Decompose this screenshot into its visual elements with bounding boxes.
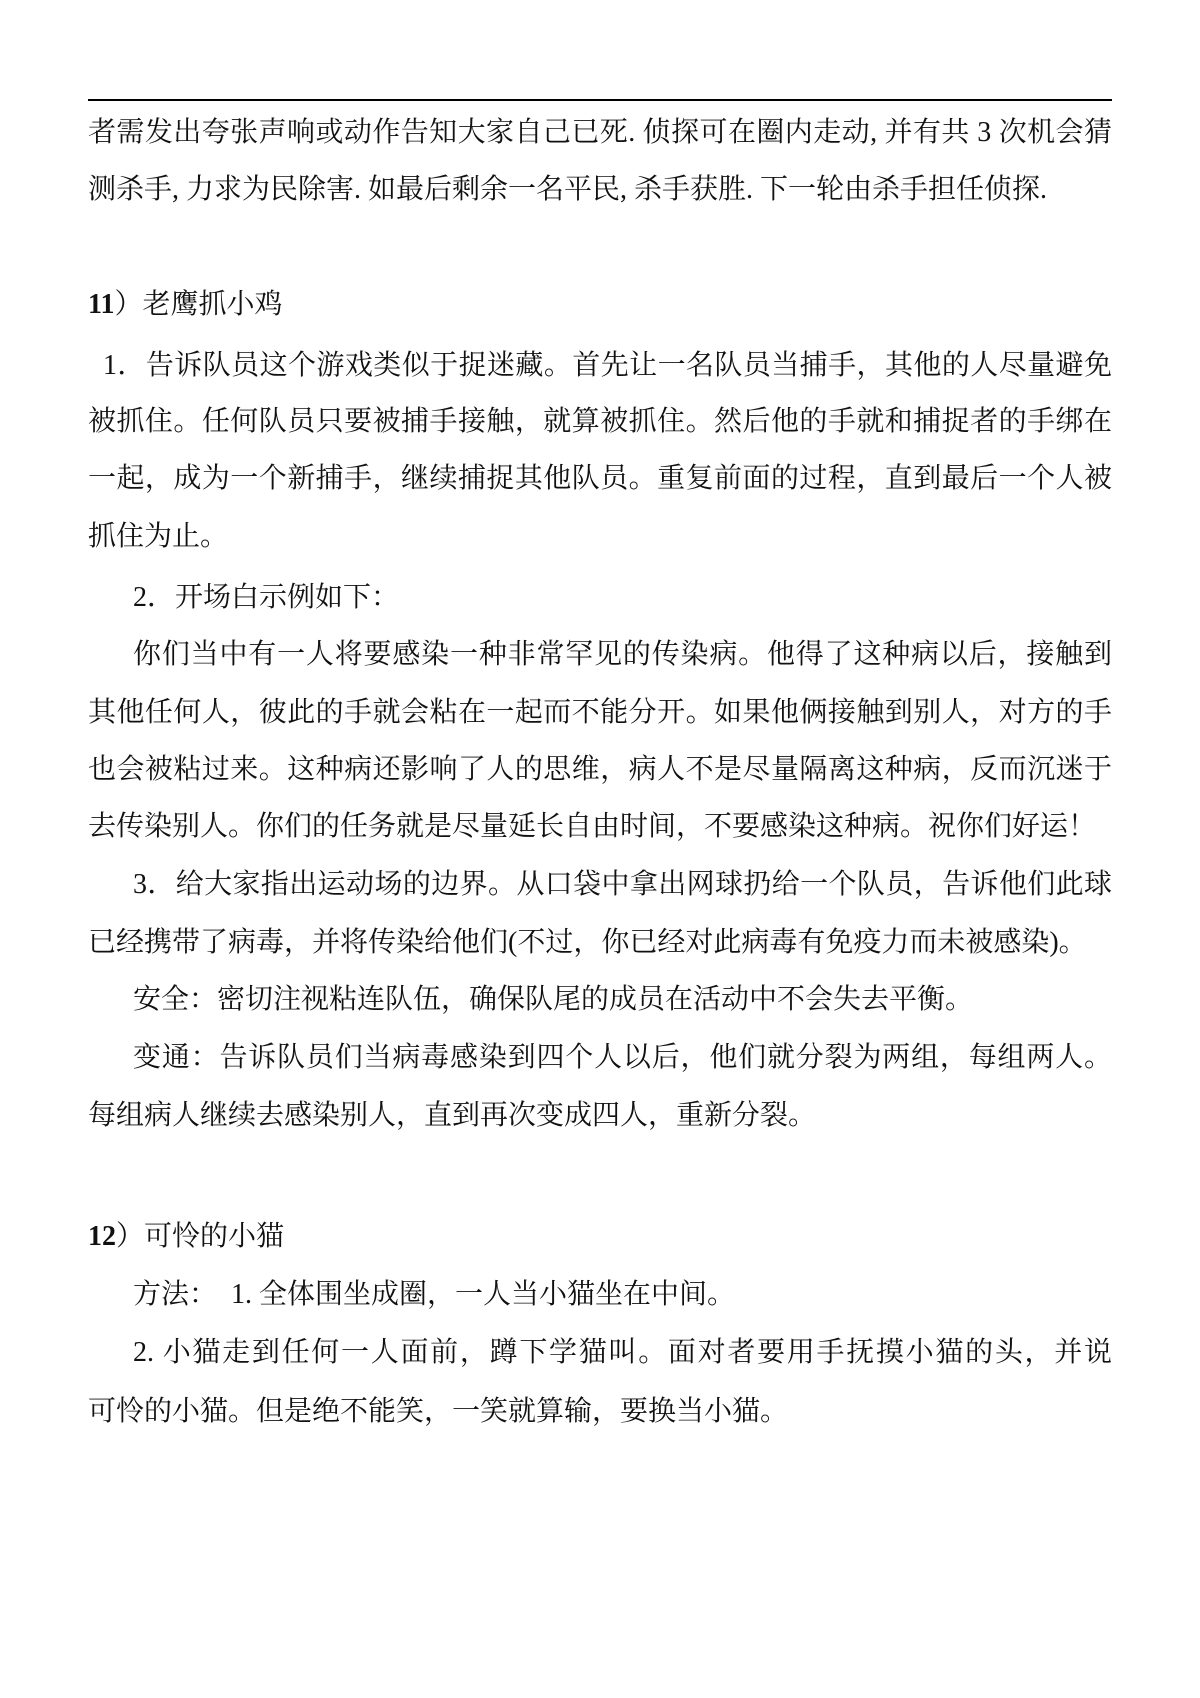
section-heading — [88, 285, 1112, 325]
text-line: 被抓住。任何队员只要被捕手接触，就算被抓住。然后他的手就和捕捉者的手绑在 — [88, 406, 1112, 437]
text-line: 1．告诉队员这个游戏类似于捉迷藏。首先让一名队员当捕手，其他的人尽量避免 — [103, 350, 1112, 381]
text-line: 每组病人继续去感染别人，直到再次变成四人，重新分裂。 — [88, 1100, 817, 1131]
text-line: 抓住为止。 — [88, 521, 229, 552]
text-line: 测杀手, 力求为民除害. 如最后剩余一名平民, 杀手获胜. 下一轮由杀手担任侦探. — [88, 174, 1048, 205]
text-line: 去传染别人。你们的任务就是尽量延长自由时间，不要感染这种病。祝你们好运！ — [88, 811, 1097, 842]
text-line: 安全：密切注视粘连队伍，确保队尾的成员在活动中不会失去平衡。 — [133, 984, 974, 1015]
text-line: 3．给大家指出运动场的边界。从口袋中拿出网球扔给一个队员，告诉他们此球 — [133, 869, 1112, 900]
section-heading — [88, 1217, 1112, 1257]
text-line: 方法： 1. 全体围坐成圈，一人当小猫坐在中间。 — [133, 1279, 736, 1310]
section-title: ）老鹰抓小鸡 — [114, 289, 283, 320]
text-line: 已经携带了病毒，并将传染给他们(不过，你已经对此病毒有免疫力而未被感染)。 — [88, 927, 1087, 958]
text-line: 也会被粘过来。这种病还影响了人的思维，病人不是尽量隔离这种病，反而沉迷于 — [88, 754, 1112, 785]
section-number: 11 — [88, 289, 115, 320]
section-number: 12 — [88, 1221, 116, 1252]
text-line: 2．开场白示例如下： — [133, 582, 400, 613]
text-line: 你们当中有一人将要感染一种非常罕见的传染病。他得了这种病以后，接触到 — [133, 639, 1112, 670]
text-line: 者需发出夸张声响或动作告知大家自己已死. 侦探可在圈内走动, 并有共 3 次机会猜 — [88, 117, 1112, 148]
header-rule — [88, 99, 1112, 101]
text-line: 可怜的小猫。但是绝不能笑，一笑就算输，要换当小猫。 — [88, 1396, 789, 1427]
section-title: ）可怜的小猫 — [116, 1221, 285, 1252]
text-line: 其他任何人，彼此的手就会粘在一起而不能分开。如果他俩接触到别人，对方的手 — [88, 697, 1112, 728]
text-line: 2. 小猫走到任何一人面前，蹲下学猫叫。面对者要用手抚摸小猫的头，并说 — [133, 1337, 1112, 1368]
text-line: 一起，成为一个新捕手，继续捕捉其他队员。重复前面的过程，直到最后一个人被 — [88, 463, 1112, 494]
text-line: 变通：告诉队员们当病毒感染到四个人以后，他们就分裂为两组，每组两人。 — [133, 1042, 1112, 1073]
